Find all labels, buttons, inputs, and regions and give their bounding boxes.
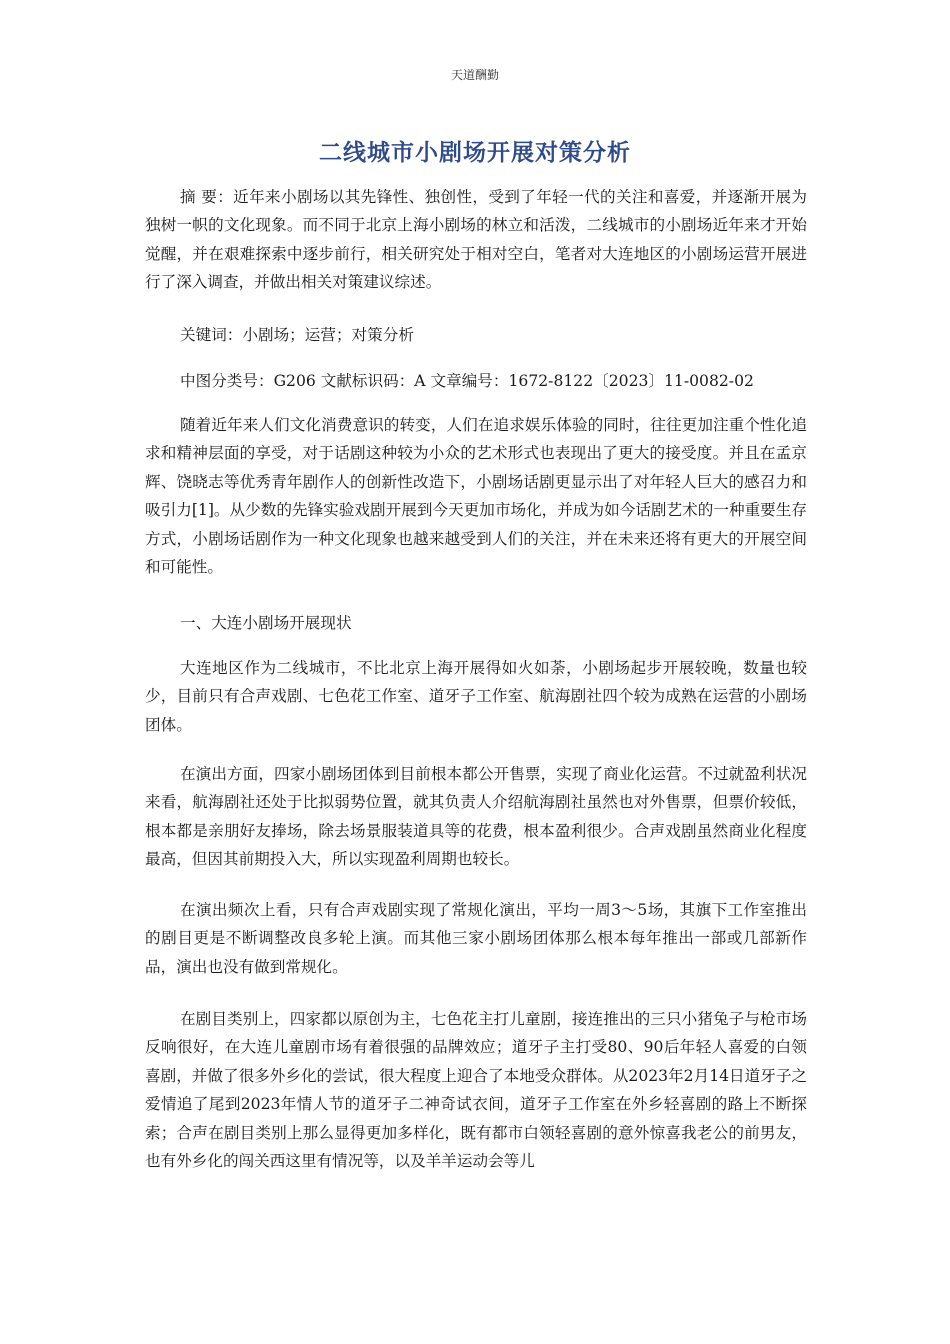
body-paragraph: 大连地区作为二线城市，不比北京上海开展得如火如荼，小剧场起步开展较晚，数量也较少，目前只有合声戏剧、七色花工作室、道牙子工作室、航海剧社四个较为成熟在运营的小剧场团体。 xyxy=(145,659,807,734)
section-heading: 一、大连小剧场开展现状 xyxy=(180,614,352,632)
article-title: 二线城市小剧场开展对策分析 xyxy=(319,140,631,166)
classification-line: 中图分类号：G206 文献标识码：A 文章编号：1672-8122〔2023〕11-0082-02 xyxy=(180,372,754,390)
abstract-paragraph: 摘 要：近年来小剧场以其先锋性、独创性，受到了年轻一代的关注和喜爱，并逐渐开展为独树一帜的文化现象。而不同于北京上海小剧场的林立和活泼，二线城市的小剧场近年来才开始觉醒，并在艰难探索中逐步前行，相关研究处于相对空白，笔者对大连地区的小剧场运营开展进行了深入调查，并做出相关对策建议综述。 xyxy=(145,188,807,292)
body-paragraph: 在剧目类别上，四家都以原创为主，七色花主打儿童剧，接连推出的三只小猪兔子与枪市场反响很好，在大连儿童剧市场有着很强的品牌效应；道牙子主打受80、90后年轻人喜爱的白领喜剧，并做了很多外乡化的尝试，很大程度上迎合了本地受众群体。从2023年2月14日道牙子之爱情追了尾到2023年情人节的道牙子二神奇试衣间，道牙子工作室在外乡轻喜剧的路上不断探索；合声在剧目类别上那么显得更加多样化，既有都市白领轻喜剧的意外惊喜我老公的前男友，也有外乡化的闯关西这里有情况等，以及羊羊运动会等儿 xyxy=(145,1010,808,1171)
body-paragraph: 在演出频次上看，只有合声戏剧实现了常规化演出，平均一周3～5场，其旗下工作室推出的剧目更是不断调整改良多轮上演。而其他三家小剧场团体那么根本每年推出一部或几部新作品，演出也没有做到常规化。 xyxy=(145,901,807,976)
body-paragraph: 在演出方面，四家小剧场团体到目前根本都公开售票，实现了商业化运营。不过就盈利状况来看，航海剧社还处于比拟弱势位置，就其负责人介绍航海剧社虽然也对外售票，但票价较低，根本都是亲朋好友捧场，除去场景服装道具等的花费，根本盈利很少。合声戏剧虽然商业化程度最高，但因其前期投入大，所以实现盈利周期也较长。 xyxy=(145,765,807,869)
keywords-line: 关键词：小剧场；运营；对策分析 xyxy=(180,326,414,344)
page-header: 天道酬勤 xyxy=(450,68,499,82)
body-paragraph: 随着近年来人们文化消费意识的转变，人们在追求娱乐体验的同时，往往更加注重个性化追求和精神层面的享受，对于话剧这种较为小众的艺术形式也表现出了更大的接受度。并且在孟京辉、饶晓志等优秀青年剧作人的创新性改造下，小剧场话剧更显示出了对年轻人巨大的感召力和吸引力[1]。从少数的先锋实验戏剧开展到今天更加市场化，并成为如今话剧艺术的一种重要生存方式，小剧场话剧作为一种文化现象也越来越受到人们的关注，并在未来还将有更大的开展空间和可能性。 xyxy=(145,416,807,577)
